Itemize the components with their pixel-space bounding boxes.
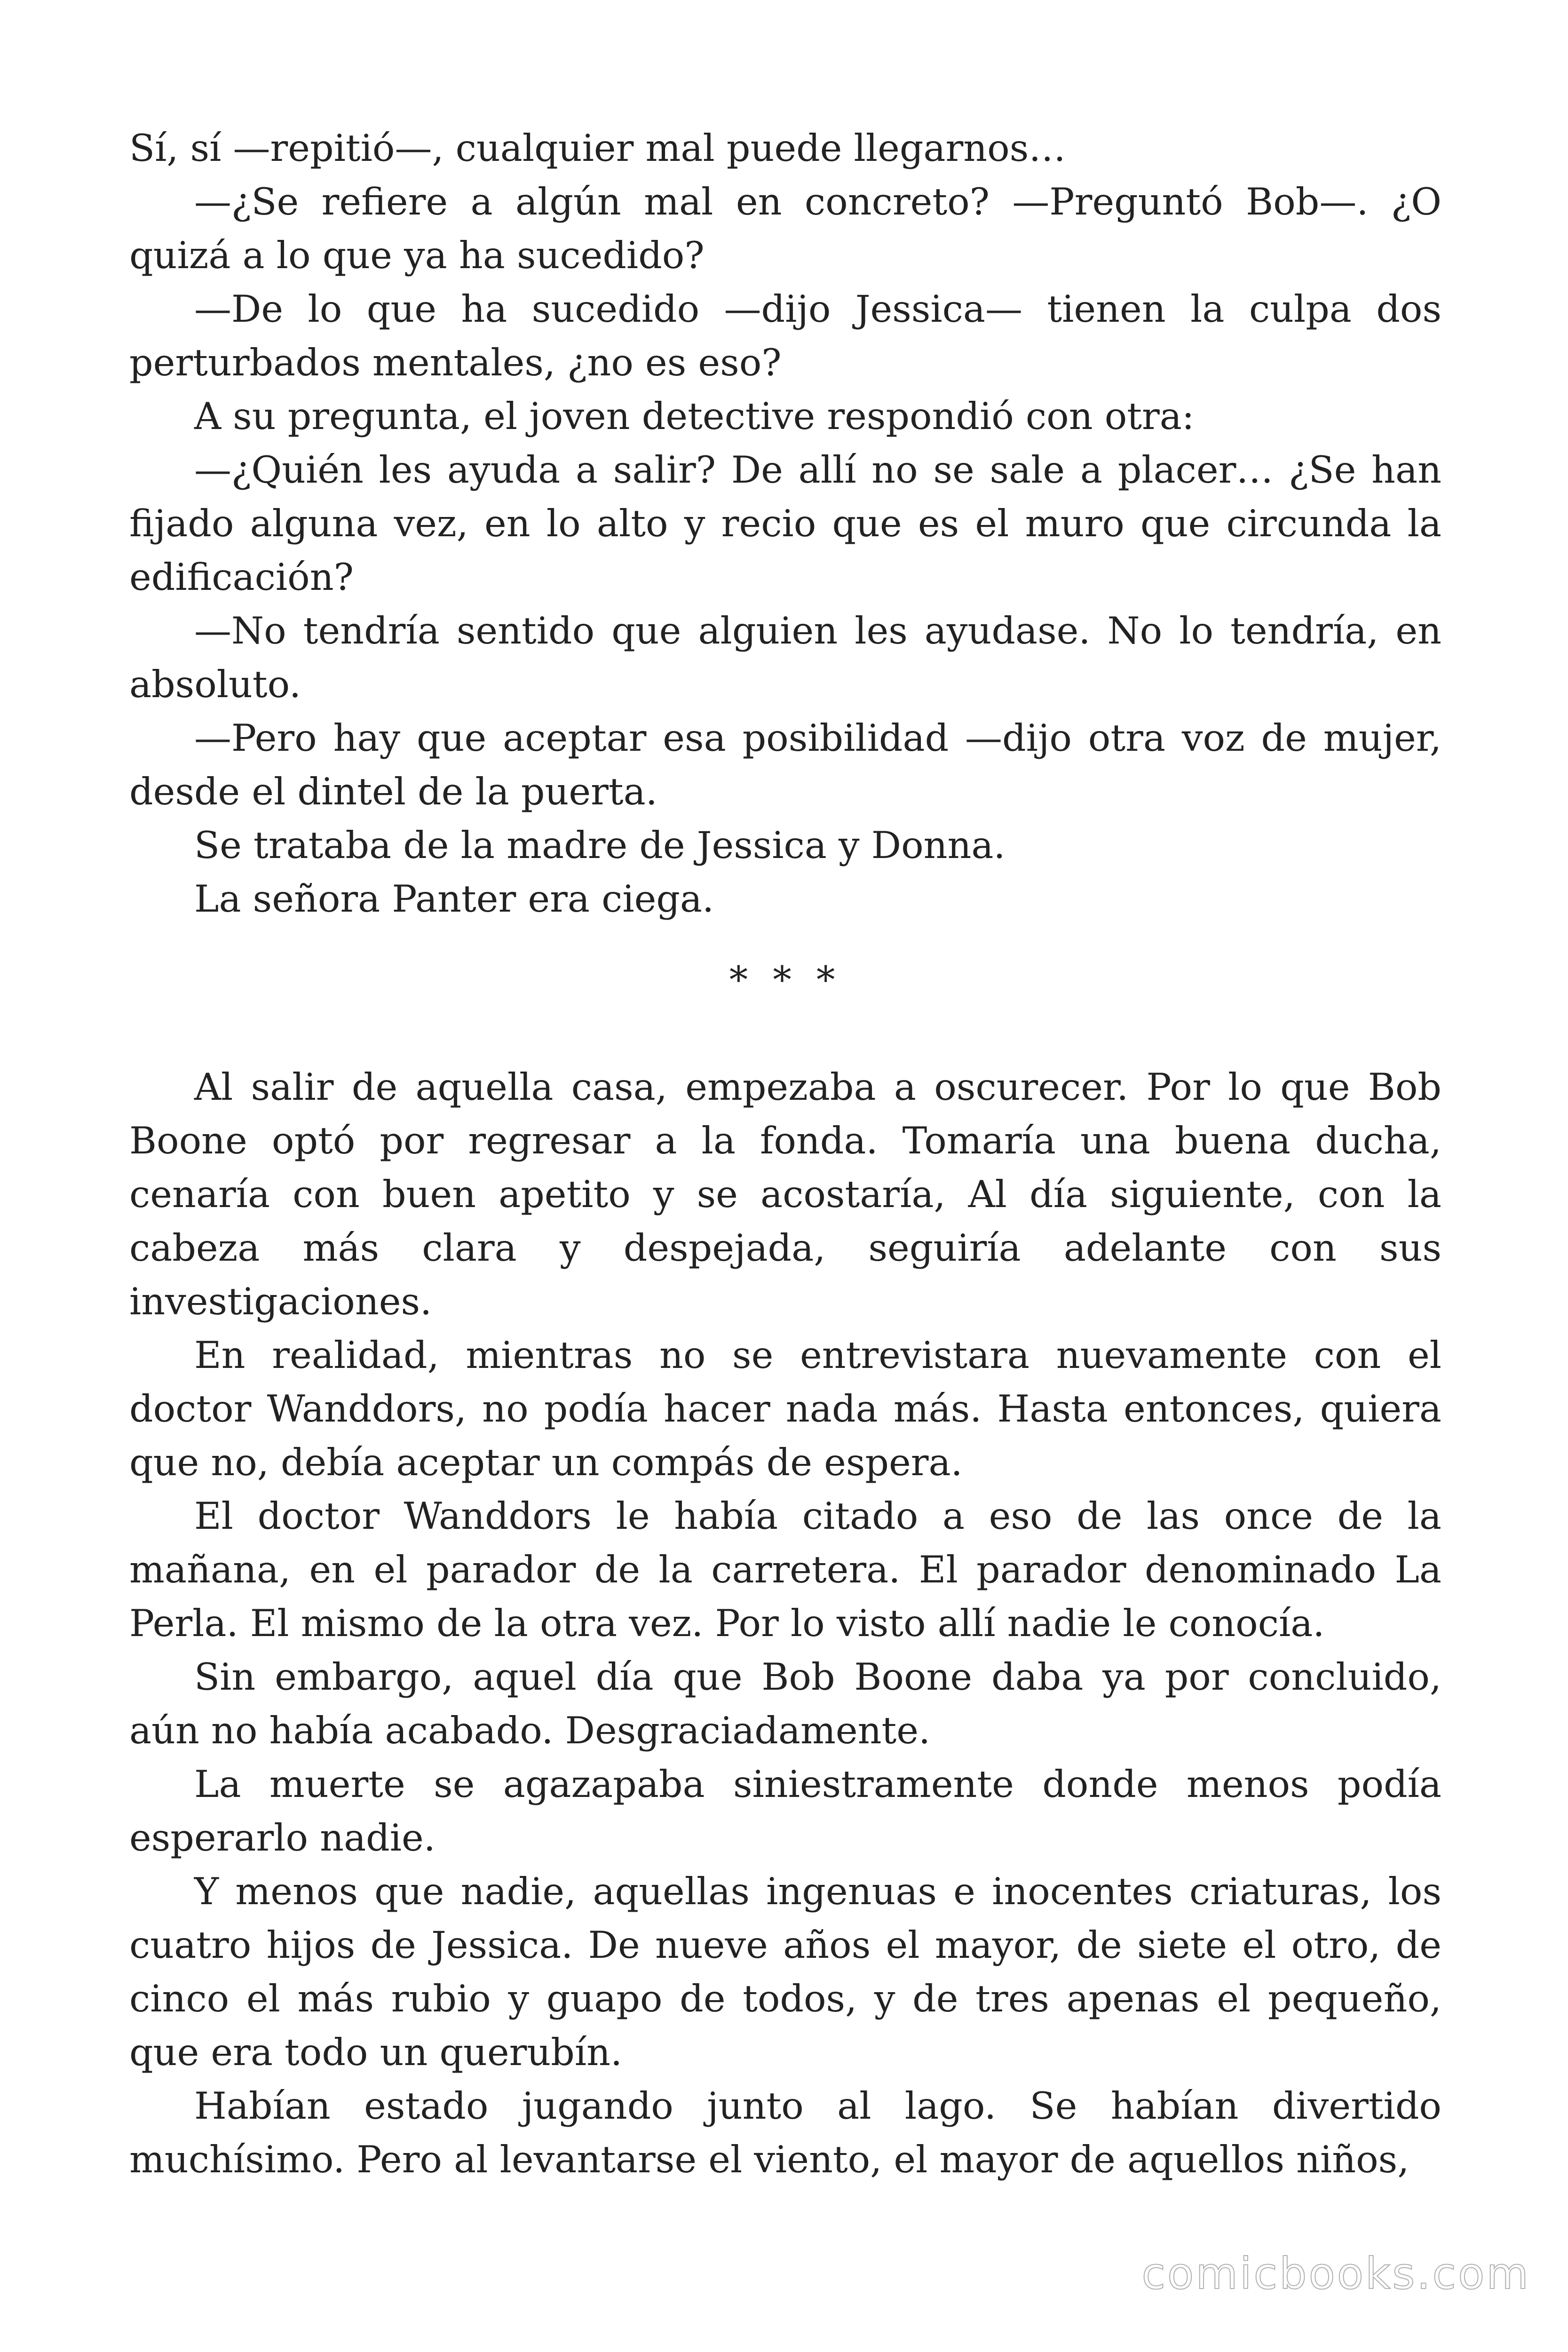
- paragraph: —No tendría sentido que alguien les ayudase. No lo tendría, en absoluto.: [129, 609, 1441, 706]
- paragraph: —Pero hay que aceptar esa posibilidad —dijo otra voz de mujer, desde el dintel de la puerta.: [129, 716, 1441, 813]
- paragraph: Sí, sí —repitió—, cualquier mal puede llegarnos…: [129, 127, 1066, 170]
- paragraph: —¿Se refiere a algún mal en concreto? —Preguntó Bob—. ¿O quizá a lo que ya ha sucedido?: [129, 180, 1441, 277]
- paragraph: —¿Quién les ayuda a salir? De allí no se sale a placer… ¿Se han fijado alguna vez, en lo alto y recio que es el muro que circunda la edificación?: [129, 448, 1441, 599]
- paragraph: Y menos que nadie, aquellas ingenuas e inocentes criaturas, los cuatro hijos de Jessica. De nueve años el mayor, de siete el otro, de cinco el más rubio y guapo de todos, y de tres apenas el pequeño, que era todo un querubín.: [129, 1870, 1441, 2074]
- paragraph: El doctor Wanddors le había citado a eso de las once de la mañana, en el parador de la carretera. El parador denominado La Perla. El mismo de la otra vez. Por lo visto allí nadie le conocía.: [129, 1494, 1441, 1645]
- paragraph: —De lo que ha sucedido —dijo Jessica— tienen la culpa dos perturbados mentales, ¿no es eso?: [129, 287, 1441, 384]
- paragraph: En realidad, mientras no se entrevistara nuevamente con el doctor Wanddors, no podía hacer nada más. Hasta entonces, quiera que no, debía aceptar un compás de espera.: [129, 1334, 1441, 1484]
- paragraph: Se trataba de la madre de Jessica y Donna.: [194, 824, 1006, 867]
- paragraph: Al salir de aquella casa, empezaba a oscurecer. Por lo que Bob Boone optó por regresar a la fonda. Tomaría una buena ducha, cenaría con buen apetito y se acostaría, Al día siguiente, con la cabeza más clara y despejada, seguiría adelante con sus investigaciones.: [129, 1065, 1441, 1323]
- book-page: [129, 121, 1441, 2186]
- section-separator: * * *: [729, 958, 842, 1001]
- watermark: comicbooks.com: [1141, 2249, 1530, 2299]
- paragraph: Habían estado jugando junto al lago. Se habían divertido muchísimo. Pero al levantarse el viento, el mayor de aquellos niños,: [129, 2084, 1441, 2181]
- paragraph: A su pregunta, el joven detective respondió con otra:: [194, 395, 1195, 438]
- paragraph: La señora Panter era ciega.: [194, 877, 714, 921]
- paragraph: La muerte se agazapaba siniestramente donde menos podía esperarlo nadie.: [129, 1763, 1441, 1859]
- paragraph: Sin embargo, aquel día que Bob Boone daba ya por concluido, aún no había acabado. Desgraciadamente.: [129, 1655, 1441, 1752]
